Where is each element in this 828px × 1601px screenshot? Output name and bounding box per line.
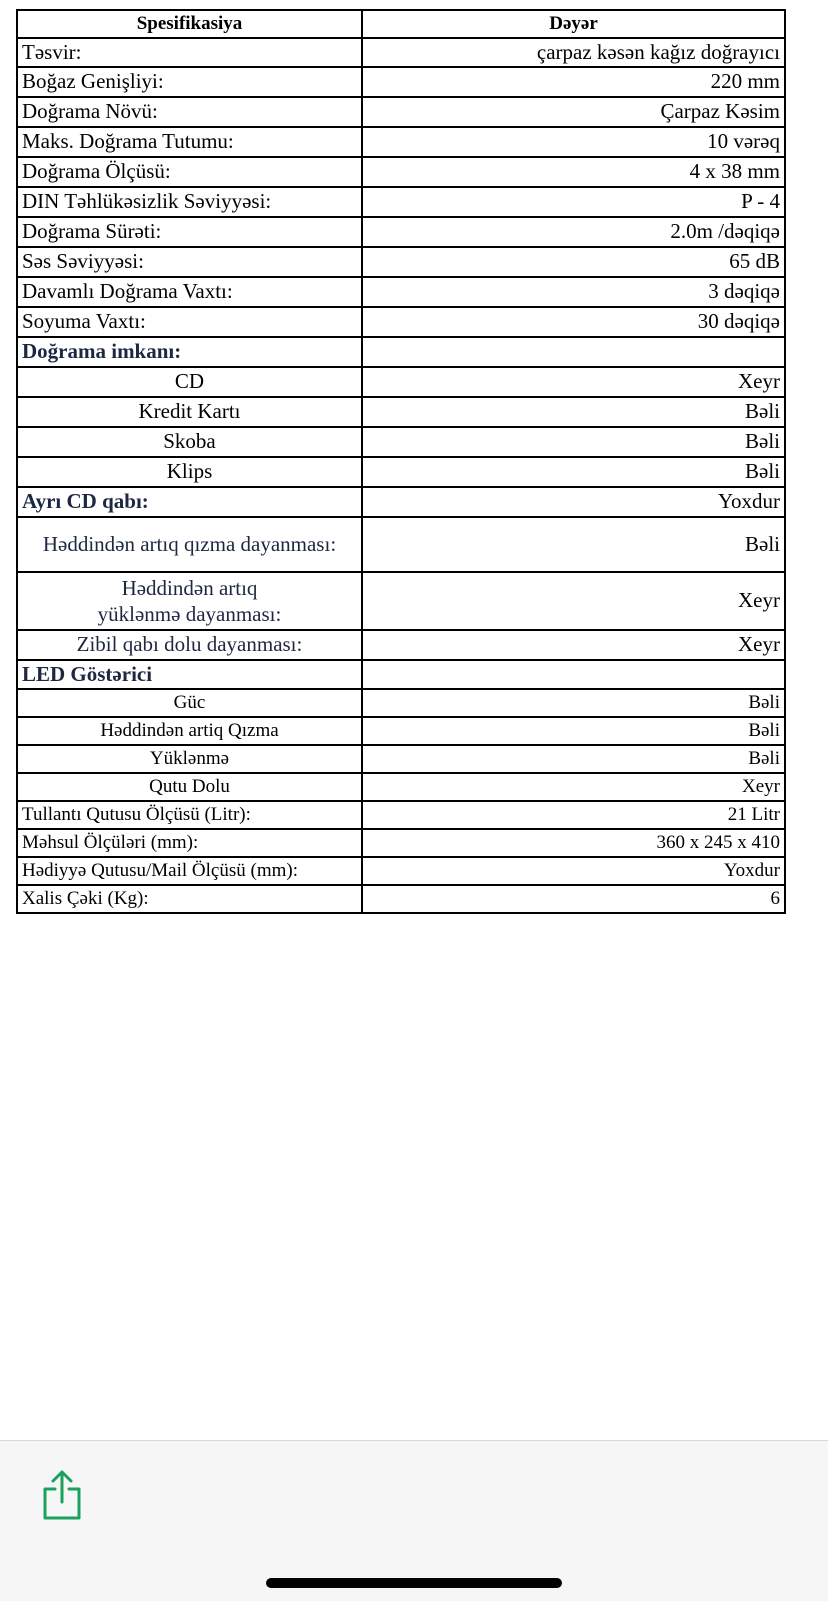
table-row bbox=[17, 38, 785, 67]
row-value: Yoxdur bbox=[362, 487, 785, 517]
table-row bbox=[17, 67, 785, 97]
table-row bbox=[17, 572, 785, 630]
table-row bbox=[17, 367, 785, 397]
row-label: Hədiyyə Qutusu/Mail Ölçüsü (mm): bbox=[17, 857, 362, 885]
row-label: Maks. Doğrama Tutumu: bbox=[17, 127, 362, 157]
table-row bbox=[17, 801, 785, 829]
table-row bbox=[17, 885, 785, 913]
row-label: Zibil qabı dolu dayanması: bbox=[17, 630, 362, 660]
table-row bbox=[17, 97, 785, 127]
row-label: Ayrı CD qabı: bbox=[17, 487, 362, 517]
row-value: P - 4 bbox=[362, 187, 785, 217]
table-row bbox=[17, 277, 785, 307]
row-value: Çarpaz Kəsim bbox=[362, 97, 785, 127]
row-label: Doğrama Növü: bbox=[17, 97, 362, 127]
row-label: Doğrama Sürəti: bbox=[17, 217, 362, 247]
row-value bbox=[362, 660, 785, 689]
table-row bbox=[17, 397, 785, 427]
table-row bbox=[17, 717, 785, 745]
table-row bbox=[17, 157, 785, 187]
row-value: Xeyr bbox=[362, 572, 785, 630]
row-value: 6 bbox=[362, 885, 785, 913]
section-row-shredding-capability bbox=[17, 337, 785, 367]
table-row bbox=[17, 217, 785, 247]
table-row bbox=[17, 487, 785, 517]
table-row bbox=[17, 427, 785, 457]
row-value: 220 mm bbox=[362, 67, 785, 97]
row-label: Qutu Dolu bbox=[17, 773, 362, 801]
row-label: Klips bbox=[17, 457, 362, 487]
row-value: 4 x 38 mm bbox=[362, 157, 785, 187]
table-row bbox=[17, 630, 785, 660]
table-row bbox=[17, 247, 785, 277]
row-label: Boğaz Genişliyi: bbox=[17, 67, 362, 97]
share-button[interactable] bbox=[40, 1469, 84, 1521]
row-value: 65 dB bbox=[362, 247, 785, 277]
table-row bbox=[17, 689, 785, 717]
row-label: Həddindən artıq qızma dayanması: bbox=[17, 517, 362, 572]
row-label: Tullantı Qutusu Ölçüsü (Litr): bbox=[17, 801, 362, 829]
row-value: 360 x 245 x 410 bbox=[362, 829, 785, 857]
section-title: LED Göstərici bbox=[17, 660, 362, 689]
column-header-value: Dəyər bbox=[362, 10, 785, 38]
table-row bbox=[17, 187, 785, 217]
row-value: Bəli bbox=[362, 689, 785, 717]
table-header-row bbox=[17, 10, 785, 38]
row-label: CD bbox=[17, 367, 362, 397]
bottom-toolbar bbox=[0, 1440, 828, 1601]
row-value: Bəli bbox=[362, 717, 785, 745]
row-label: Həddindən artiq Qızma bbox=[17, 717, 362, 745]
row-value: Xeyr bbox=[362, 630, 785, 660]
row-value: 3 dəqiqə bbox=[362, 277, 785, 307]
row-label: Həddindən artıq yüklənmə dayanması: bbox=[17, 572, 362, 630]
row-label: Doğrama Ölçüsü: bbox=[17, 157, 362, 187]
table-row bbox=[17, 745, 785, 773]
row-value: Xeyr bbox=[362, 773, 785, 801]
row-value bbox=[362, 337, 785, 367]
row-value: çarpaz kəsən kağız doğrayıcı bbox=[362, 38, 785, 67]
row-label: DIN Təhlükəsizlik Səviyyəsi: bbox=[17, 187, 362, 217]
row-value: Bəli bbox=[362, 745, 785, 773]
column-header-spec: Spesifikasiya bbox=[17, 10, 362, 38]
row-value: Bəli bbox=[362, 427, 785, 457]
row-label: Soyuma Vaxtı: bbox=[17, 307, 362, 337]
row-label: Səs Səviyyəsi: bbox=[17, 247, 362, 277]
row-value: 10 vərəq bbox=[362, 127, 785, 157]
row-value: 21 Litr bbox=[362, 801, 785, 829]
row-value: 2.0m /dəqiqə bbox=[362, 217, 785, 247]
row-value: Yoxdur bbox=[362, 857, 785, 885]
spec-table bbox=[16, 9, 786, 914]
row-value: Bəli bbox=[362, 517, 785, 572]
row-label: Yüklənmə bbox=[17, 745, 362, 773]
table-row bbox=[17, 829, 785, 857]
row-value: 30 dəqiqə bbox=[362, 307, 785, 337]
table-row bbox=[17, 127, 785, 157]
table-row bbox=[17, 773, 785, 801]
row-value: Bəli bbox=[362, 397, 785, 427]
section-title: Doğrama imkanı: bbox=[17, 337, 362, 367]
row-label: Davamlı Doğrama Vaxtı: bbox=[17, 277, 362, 307]
table-row bbox=[17, 457, 785, 487]
row-label: Kredit Kartı bbox=[17, 397, 362, 427]
row-label: Güc bbox=[17, 689, 362, 717]
row-value: Bəli bbox=[362, 457, 785, 487]
row-label: Skoba bbox=[17, 427, 362, 457]
share-icon bbox=[40, 1469, 84, 1521]
table-row bbox=[17, 517, 785, 572]
home-indicator[interactable] bbox=[266, 1578, 562, 1588]
table-row bbox=[17, 857, 785, 885]
row-label: Xalis Çəki (Kg): bbox=[17, 885, 362, 913]
row-label: Təsvir: bbox=[17, 38, 362, 67]
row-label: Məhsul Ölçüləri (mm): bbox=[17, 829, 362, 857]
table-row bbox=[17, 307, 785, 337]
row-value: Xeyr bbox=[362, 367, 785, 397]
section-row-led-indicator bbox=[17, 660, 785, 689]
